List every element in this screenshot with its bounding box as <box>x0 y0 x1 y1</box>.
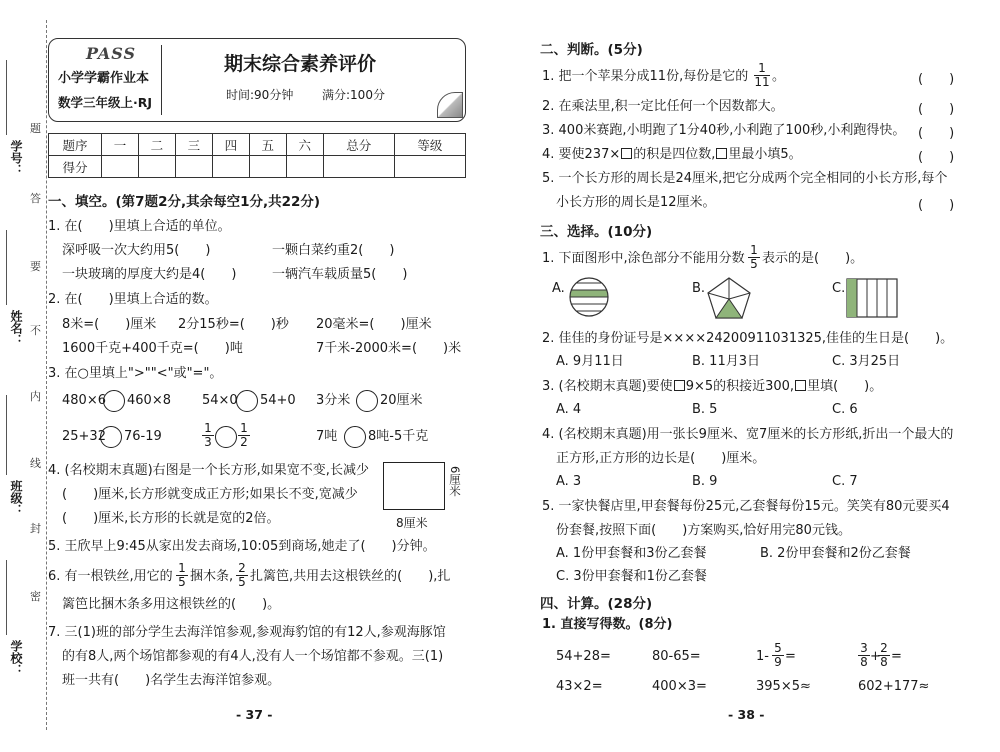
margin-underline <box>6 395 7 475</box>
question-6-part2: 捆木条, <box>190 569 234 584</box>
fraction-three-eighths: $\frac{3}{8}$ <box>858 642 870 669</box>
choice-5-line2: 份套餐,按照下面( )方案购买,恰好用完80元钱。 <box>556 523 851 538</box>
question-2c: 20毫米=( )厘米 <box>316 317 432 332</box>
margin-underline <box>6 230 7 305</box>
judge-1-end: 。 <box>772 69 786 84</box>
section-title-calculation: 四、计算。(28分) <box>540 596 653 612</box>
series-name: 小学学霸作业本 <box>58 71 150 86</box>
circle-stripes-figure <box>568 276 610 318</box>
judge-4 <box>542 146 802 164</box>
choice-2: 2. 佳佳的身份证号是××××24200911031325,佳佳的生日是( )。 <box>542 331 954 346</box>
compare-circle-blank[interactable] <box>356 390 378 412</box>
option-a-label: A. <box>552 281 565 296</box>
square-blank-icon <box>621 148 632 159</box>
question-4-line3: ( )厘米,长方形的长就是宽的2倍。 <box>62 511 280 526</box>
judge-answer-blank[interactable]: ( ) <box>918 72 955 87</box>
choice-1-part1: 1. 下面图形中,涂色部分不能用分数 <box>542 251 745 266</box>
fraction-one-fifth: $\frac{1}{5}$ <box>748 244 760 271</box>
score-table <box>48 133 466 178</box>
score-input-cell[interactable] <box>394 156 465 178</box>
compare-circle-blank[interactable] <box>236 390 258 412</box>
fraction-one-half: $\frac{1}{2}$ <box>238 422 250 449</box>
seal-char: 封 <box>30 522 41 535</box>
compare-left: 25+32 <box>62 429 106 444</box>
question-7-line3: 班一共有( )名学生去海洋馆参观。 <box>62 673 281 688</box>
choice-3-part1: 3. (名校期末真题)要使 <box>542 379 673 394</box>
square-blank-icon <box>716 148 727 159</box>
question-3: 3. 在○里填上">""<"或"="。 <box>48 366 223 381</box>
question-2d: 1600千克+400千克=( )吨 <box>62 341 243 356</box>
fraction-one-third: $\frac{1}{3}$ <box>202 422 214 449</box>
seal-char: 题 <box>30 122 41 135</box>
choice-4-option-c[interactable]: C. 7 <box>832 474 858 489</box>
score-input-cell[interactable] <box>102 156 139 178</box>
table-cell: 四 <box>212 134 249 156</box>
choice-4-line1: 4. (名校期末真题)用一张长9厘米、宽7厘米的长方形纸,折出一个最大的 <box>542 427 954 442</box>
score-input-cell[interactable] <box>286 156 323 178</box>
fraction-two-fifths: $\frac{2}{5}$ <box>236 562 248 589</box>
margin-underline <box>6 560 7 635</box>
compare-left: 480×6 <box>62 393 106 408</box>
question-1a: 深呼吸一次大约用5( ) <box>62 243 211 258</box>
question-1: 1. 在( )里填上合适的单位。 <box>48 219 231 234</box>
pentagon-figure <box>706 276 752 320</box>
table-cell: 得分 <box>49 156 102 178</box>
calc-item: 80-65= <box>652 649 701 664</box>
question-6-line2: 篱笆比捆木条多用这根铁丝的( )。 <box>62 597 281 612</box>
table-cell: 题序 <box>49 134 102 156</box>
table-cell: 二 <box>138 134 175 156</box>
compare-circle-blank[interactable] <box>344 426 366 448</box>
compare-circle-blank[interactable] <box>103 390 125 412</box>
calc-item-prefix: 1- <box>756 649 769 664</box>
plus-sign: + <box>870 649 881 664</box>
score-input-cell[interactable] <box>175 156 212 178</box>
choice-1-part2: 表示的是( )。 <box>762 251 864 266</box>
seal-char: 密 <box>30 590 41 603</box>
table-cell: 等级 <box>394 134 465 156</box>
margin-label-name: 姓名： <box>9 310 23 346</box>
judge-4-part2: 的积是四位数, <box>633 147 716 162</box>
table-cell: 一 <box>102 134 139 156</box>
question-2: 2. 在( )里填上合适的数。 <box>48 292 218 307</box>
judge-4-part3: 里最小填5。 <box>728 147 802 162</box>
header-divider <box>161 45 162 115</box>
seal-char: 线 <box>30 457 41 470</box>
rectangle-figure <box>383 462 445 510</box>
choice-3-option-b[interactable]: B. 5 <box>692 402 718 417</box>
section-title-choice: 三、选择。(10分) <box>540 224 653 240</box>
option-b-label: B. <box>692 281 706 296</box>
table-cell: 总分 <box>323 134 394 156</box>
brand-logo: PASS <box>86 44 137 63</box>
compare-circle-blank[interactable] <box>215 426 237 448</box>
judge-answer-blank[interactable]: ( ) <box>918 150 955 165</box>
compare-right: 54+0 <box>260 393 296 408</box>
choice-3 <box>542 378 882 396</box>
choice-5-option-c[interactable]: C. 3份甲套餐和1份乙套餐 <box>556 569 707 584</box>
question-1b: 一颗白菜约重2( ) <box>272 243 395 258</box>
exam-time: 时间:90分钟 <box>226 88 294 102</box>
compare-left: 7吨 <box>316 429 338 444</box>
choice-5-line1: 5. 一家快餐店里,甲套餐每份25元,乙套餐每份15元。笑笑有80元要买4 <box>542 499 950 514</box>
table-cell: 六 <box>286 134 323 156</box>
question-7-line1: 7. 三(1)班的部分学生去海洋馆参观,参观海豹馆的有12人,参观海豚馆 <box>48 625 446 640</box>
seal-char: 不 <box>30 324 41 337</box>
question-4-line2: ( )厘米,长方形就变成正方形;如果长不变,宽减少 <box>62 487 358 502</box>
calc-item: 395×5≈ <box>756 679 811 694</box>
choice-3-part2: 9×5的积接近300, <box>685 379 795 394</box>
page-number-right: - 38 - <box>728 707 765 722</box>
margin-label-school: 学校： <box>9 640 23 676</box>
fraction-two-eighths: $\frac{2}{8}$ <box>878 642 890 669</box>
rectangle-width-label: 6厘米 <box>448 466 462 497</box>
question-1c: 一块玻璃的厚度大约是4( ) <box>62 267 237 282</box>
calc-item: 400×3= <box>652 679 707 694</box>
calc-item-suffix: = <box>891 649 902 664</box>
compare-right: 76-19 <box>124 429 162 444</box>
margin-label-student-id: 学号： <box>9 140 23 176</box>
question-7-line2: 的有8人,两个场馆都参观的有4人,没有人一个场馆都不参观。三(1) <box>62 649 444 664</box>
score-input-cell[interactable] <box>323 156 394 178</box>
rectangle-length-label: 8厘米 <box>396 516 428 530</box>
calc-item-suffix: = <box>785 649 796 664</box>
choice-4-line2: 正方形,正方形的边长是( )厘米。 <box>556 451 766 466</box>
question-2a: 8米=( )厘米 <box>62 317 157 332</box>
table-cell: 三 <box>175 134 212 156</box>
question-5: 5. 王欣早上9:45从家出发去商场,10:05到商场,她走了( )分钟。 <box>48 539 436 554</box>
seal-char: 答 <box>30 192 41 205</box>
compare-circle-blank[interactable] <box>100 426 122 448</box>
square-blank-icon <box>795 380 806 391</box>
margin-underline <box>6 60 7 135</box>
compare-right: 20厘米 <box>380 393 423 408</box>
judge-2: 2. 在乘法里,积一定比任何一个因数都大。 <box>542 99 784 114</box>
fraction-one-fifth: $\frac{1}{5}$ <box>176 562 188 589</box>
question-4-line1: 4. (名校期末真题)右图是一个长方形,如果宽不变,长减少 <box>48 463 369 478</box>
judge-5-line1: 5. 一个长方形的周长是24厘米,把它分成两个完全相同的小长方形,每个 <box>542 171 948 186</box>
binding-line <box>46 20 47 730</box>
calc-1-title: 1. 直接写得数。(8分) <box>542 617 673 632</box>
compare-right: 460×8 <box>127 393 171 408</box>
choice-3-part3: 里填( )。 <box>807 379 883 394</box>
score-table-score-row <box>49 156 466 178</box>
grade-label: 数学三年级上·RJ <box>58 95 153 110</box>
margin-label-class: 班级： <box>9 480 23 516</box>
question-2b: 2分15秒=( )秒 <box>178 317 289 332</box>
judge-5-line2: 小长方形的周长是12厘米。 <box>556 195 716 210</box>
rectangle-strips-figure <box>846 278 898 318</box>
option-c-label: C. <box>832 281 846 296</box>
choice-3-option-c[interactable]: C. 6 <box>832 402 858 417</box>
question-2e: 7千米-2000米=( )米 <box>316 341 462 356</box>
judge-answer-blank[interactable]: ( ) <box>918 102 955 117</box>
choice-5-option-a[interactable]: A. 1份甲套餐和3份乙套餐 <box>556 546 707 561</box>
question-6-part3: 扎篱笆,共用去这根铁丝的( ),扎 <box>250 569 451 584</box>
choice-4-option-a[interactable]: A. 3 <box>556 474 582 489</box>
question-6-part1: 6. 有一根铁丝,用它的 <box>48 569 173 584</box>
section-title-fill-blanks: 一、填空。(第7题2分,其余每空1分,共22分) <box>48 194 321 210</box>
judge-answer-blank[interactable]: ( ) <box>918 198 955 213</box>
judge-4-part1: 4. 要使237× <box>542 147 621 162</box>
judge-answer-blank[interactable]: ( ) <box>918 126 955 141</box>
fraction-one-eleventh: $\frac{1}{11}$ <box>754 61 770 89</box>
compare-left: 3分米 <box>316 393 351 408</box>
square-blank-icon <box>674 380 685 391</box>
choice-4-option-b[interactable]: B. 9 <box>692 474 718 489</box>
judge-3: 3. 400米赛跑,小明跑了1分40秒,小利跑了100秒,小利跑得快。 <box>542 123 906 138</box>
seal-char: 内 <box>30 390 41 403</box>
seal-char: 要 <box>30 260 41 273</box>
section-title-judge: 二、判断。(5分) <box>540 42 643 58</box>
choice-5-option-b[interactable]: B. 2份甲套餐和2份乙套餐 <box>760 546 911 561</box>
page-title: 期末综合素养评价 <box>224 53 377 75</box>
score-table-header-row <box>49 134 466 156</box>
question-1d: 一辆汽车载质量5( ) <box>272 267 408 282</box>
choice-2-option-c[interactable]: C. 3月25日 <box>832 354 901 369</box>
calc-item: 602+177≈ <box>858 679 930 694</box>
choice-2-option-a[interactable]: A. 9月11日 <box>556 354 624 369</box>
exam-full-score: 满分:100分 <box>322 88 385 102</box>
score-input-cell[interactable] <box>138 156 175 178</box>
score-input-cell[interactable] <box>249 156 286 178</box>
choice-2-option-b[interactable]: B. 11月3日 <box>692 354 760 369</box>
choice-3-option-a[interactable]: A. 4 <box>556 402 582 417</box>
compare-left: 54×0 <box>202 393 238 408</box>
fraction-five-ninths: $\frac{5}{9}$ <box>772 642 784 669</box>
score-input-cell[interactable] <box>212 156 249 178</box>
calc-item: 43×2= <box>556 679 603 694</box>
calc-item: 54+28= <box>556 649 611 664</box>
judge-1: 1. 把一个苹果分成11份,每份是它的 <box>542 69 749 84</box>
page-number-left: - 37 - <box>236 707 273 722</box>
table-cell: 五 <box>249 134 286 156</box>
compare-right: 8吨-5千克 <box>368 429 429 444</box>
